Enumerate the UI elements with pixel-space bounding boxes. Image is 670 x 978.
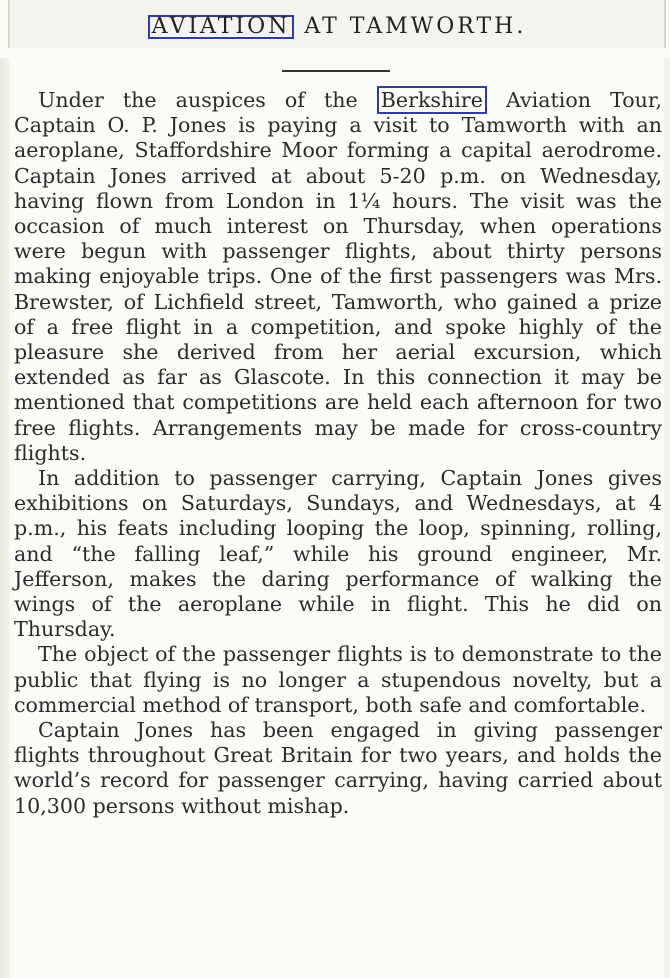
headline-rule <box>282 70 390 72</box>
paragraph-2: In addition to passenger carrying, Captain Jones gives exhibitions on Saturdays, Sundays, and Wednesdays, at 4 p.m., his feats including looping the loop, spinning, rolling, and “the falling leaf,” while his ground engineer, Mr. Jefferson, makes the daring performance of walking the wings of the aeroplane while in flight. This he did on Thursday. <box>14 466 662 642</box>
paragraph-1-before: Under the auspices of the <box>38 88 358 112</box>
headline <box>10 14 664 39</box>
headline-rest: AT TAMWORTH. <box>304 14 527 39</box>
paragraph-3: The object of the passenger flights is to demonstrate to the public that flying is no longer a stupendous novelty, but a commercial method of transport, both safe and comfortable. <box>14 642 662 717</box>
paragraph-1-after: Aviation Tour, Captain O. P. Jones is paying a visit to Tamworth with an aeroplane, Staffordshire Moor forming a capital aerodrome. Captain Jones arrived at about 5-20 p.m. on Wednesday, having flown from London in 1¼ hours. The visit was the occasion of much interest on Thursday, when operations were begun with passenger flights, about thirty persons making enjoyable trips. One of the first passengers was Mrs. Brewster, of Lichfield street, Tamworth, who gained a prize of a free flight in a competition, and spoke highly of the pleasure she derived from her aerial excursion, which extended as far as Glascote. In this connection it may be mentioned that competitions are held each afternoon for two free flights. Arrangements may be made for cross-country flights. <box>14 88 662 465</box>
paragraph-4: Captain Jones has been engaged in giving passenger flights throughout Great Britain for two years, and holds the world’s record for passenger carrying, having carried about 10,300 persons without mishap. <box>14 718 662 818</box>
article-body <box>14 88 662 819</box>
paragraph-1 <box>14 88 662 466</box>
header-strip <box>8 0 666 48</box>
headline-highlight: AVIATION <box>148 15 295 39</box>
highlighted-word: Berkshire <box>377 86 487 114</box>
left-margin <box>0 58 10 978</box>
right-margin <box>664 58 670 978</box>
